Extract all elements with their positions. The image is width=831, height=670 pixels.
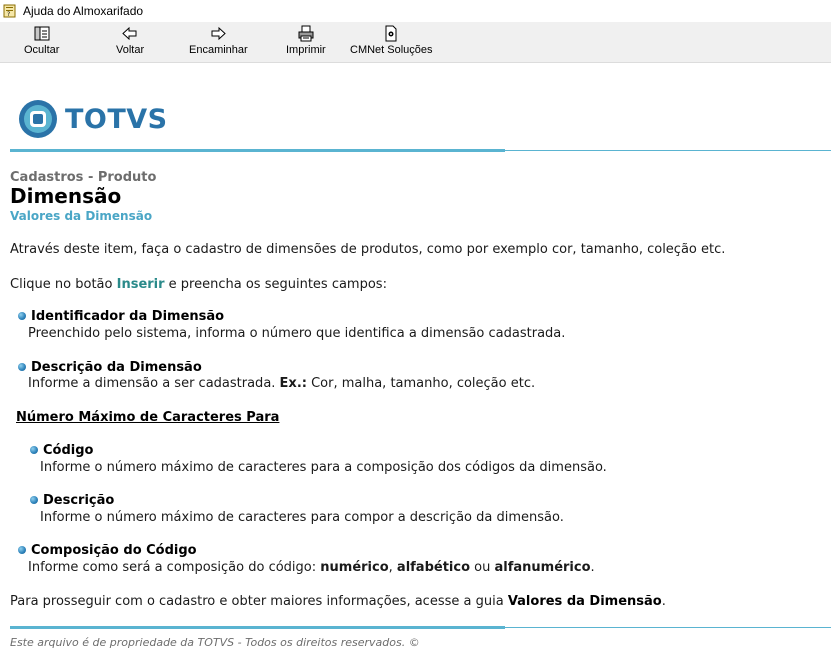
toolbar — [0, 22, 831, 63]
field-title-descricao-max: Descrição — [43, 493, 115, 508]
back-arrow-icon — [121, 25, 139, 42]
separator: , — [388, 560, 397, 575]
title-bar — [0, 0, 831, 22]
option-alfabetico: alfabético — [396, 560, 471, 575]
forward-button-label: Encaminhar — [189, 44, 248, 56]
insert-link[interactable]: Inserir — [116, 277, 165, 292]
field-title-codigo: Código — [43, 443, 94, 458]
desc-prefix: Informe a dimensão a ser cadastrada. — [28, 376, 280, 391]
field-desc-descricao-max: Informe o número máximo de caracteres para compor a descrição da dimensão. — [40, 510, 564, 525]
field-desc-identificador: Preenchido pelo sistema, informa o número que identifica a dimensão cadastrada. — [28, 326, 566, 341]
period: . — [590, 560, 595, 575]
instruction-suffix: e preencha os seguintes campos: — [164, 277, 387, 292]
totvs-logo — [18, 99, 168, 139]
option-numerico: numérico — [320, 560, 389, 575]
bullet-icon — [30, 496, 38, 504]
instruction-prefix: Clique no botão — [10, 277, 117, 292]
subtitle-link[interactable]: Valores da Dimensão — [10, 209, 153, 223]
bullet-icon — [18, 312, 26, 320]
printer-icon — [297, 25, 315, 42]
svg-text:?: ? — [7, 11, 11, 18]
cmnet-solutions-button-label: CMNet Soluções — [350, 44, 433, 56]
closing-suffix: . — [661, 594, 666, 609]
instruction-text — [10, 277, 387, 292]
help-content — [0, 63, 831, 670]
bullet-icon — [18, 546, 26, 554]
values-tab-link[interactable]: Valores da Dimensão — [507, 594, 662, 609]
print-button-label: Imprimir — [286, 44, 326, 56]
field-desc-descricao — [28, 376, 535, 391]
closing-prefix: Para prosseguir com o cadastro e obter maiores informações, acesse a guia — [10, 594, 508, 609]
forward-arrow-icon — [209, 25, 227, 42]
print-button[interactable] — [286, 25, 326, 61]
document-icon — [382, 25, 400, 42]
field-desc-composicao — [28, 560, 595, 575]
hide-panel-icon — [33, 25, 51, 42]
separator: ou — [470, 560, 495, 575]
breadcrumb: Cadastros - Produto — [10, 170, 157, 185]
option-alfanumerico: alfanumérico — [494, 560, 591, 575]
window-title: Ajuda do Almoxarifado — [23, 4, 144, 18]
example-label: Ex.: — [279, 376, 307, 391]
help-book-icon — [3, 4, 17, 18]
field-title-composicao: Composição do Código — [31, 543, 197, 558]
max-characters-heading: Número Máximo de Caracteres Para — [16, 410, 280, 425]
closing-text — [10, 594, 666, 609]
back-button[interactable] — [116, 25, 144, 61]
composition-prefix: Informe como será a composição do código: — [28, 560, 321, 575]
hide-button-label: Ocultar — [24, 44, 60, 56]
field-title-descricao: Descrição da Dimensão — [31, 360, 202, 375]
logo-text: TOTVS — [65, 103, 168, 135]
hide-button[interactable] — [24, 25, 59, 61]
intro-text: Através deste item, faça o cadastro de dimensões de produtos, como por exemplo cor, tamanho, coleção etc. — [10, 242, 726, 257]
back-button-label: Voltar — [116, 44, 145, 56]
cmnet-solutions-button[interactable] — [350, 25, 433, 61]
field-desc-codigo: Informe o número máximo de caracteres para a composição dos códigos da dimensão. — [40, 460, 607, 475]
bullet-icon — [30, 446, 38, 454]
bullet-icon — [18, 363, 26, 371]
forward-button[interactable] — [189, 25, 248, 61]
field-title-identificador: Identificador da Dimensão — [31, 309, 225, 324]
copyright-footer: Este arquivo é de propriedade da TOTVS - Todos os direitos reservados. © — [10, 636, 420, 649]
desc-suffix: Cor, malha, tamanho, coleção etc. — [306, 376, 536, 391]
totvs-logo-icon — [18, 99, 58, 139]
page-title: Dimensão — [10, 184, 122, 208]
